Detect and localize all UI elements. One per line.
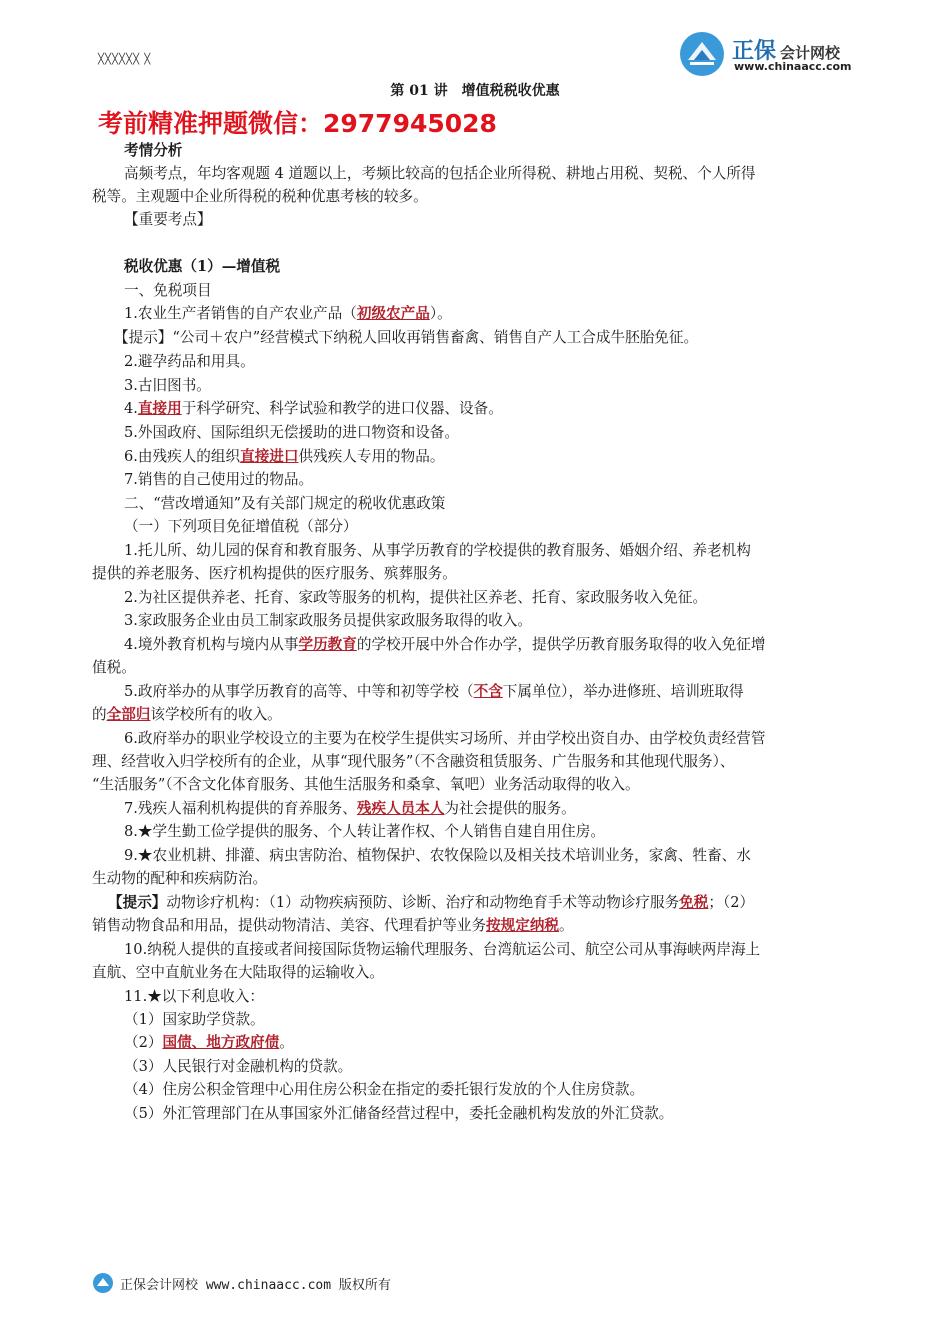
highlight-primary-products: 初级农产品: [356, 305, 430, 322]
footer-logo-icon: [92, 1272, 114, 1294]
highlight-disabled-persons: 残疾人员本人: [356, 800, 445, 817]
highlight-tax-exempt: 免税: [679, 894, 709, 911]
interest-1: （1）国家助学贷款。: [124, 1011, 265, 1028]
policy-4-line1: 4.境外教育机构与境内从事学历教育的学校开展中外合作办学，提供学历教育服务取得的收入免征增: [124, 636, 766, 653]
policy-3: 3.家政服务企业由员工制家政服务员提供家政服务取得的收入。: [124, 612, 532, 629]
interest-4: （4）住房公积金管理中心用住房公积金在指定的委托银行发放的个人住房贷款。: [124, 1081, 645, 1098]
brand-url: www.chinaacc.com: [734, 60, 852, 73]
highlight-excluding: 不含: [473, 683, 503, 700]
policy-6-line3: “生活服务”（不含文化体育服务、其他生活服务和桑拿、氧吧）业务活动取得的收入。: [92, 776, 640, 793]
highlight-direct-import: 直接进口: [240, 448, 299, 465]
tip-1: 【提示】“公司＋农户”经营模式下纳税人回收再销售畜禽、销售自产人工合成牛胚胎免征。: [114, 329, 699, 346]
policy-6-line1: 6.政府举办的职业学校设立的主要为在校学生提供实习场所、并由学校出资自办、由学校负责经营管: [124, 730, 766, 747]
highlight-academic-education: 学历教育: [298, 636, 357, 653]
policy-10-line1: 10.纳税人提供的直接或者间接国际货物运输代理服务、台湾航运公司、航空公司从事海峡两岸海上: [124, 941, 761, 958]
footer-text: 正保会计网校 www.chinaacc.com 版权所有: [120, 1278, 391, 1293]
policy-1-line1: 1.托儿所、幼儿园的保育和教育服务、从事学历教育的学校提供的教育服务、婚姻介绍、养老机构: [124, 542, 751, 559]
item-5: 5.外国政府、国际组织无偿援助的进口物资和设备。: [124, 424, 459, 441]
interest-5: （5）外汇管理部门在从事国家外汇储备经营过程中，委托金融机构发放的外汇贷款。: [124, 1105, 674, 1122]
header-top-left: ╳╳╳╳╳╳ ╳: [98, 54, 152, 65]
policy-9-line1: 9.★农业机耕、排灌、病虫害防治、植物保护、农牧保险以及相关技术培训业务，家禽、牲畜、水: [124, 847, 751, 864]
item-3: 3.古旧图书。: [124, 377, 211, 394]
sub-heading-2-1: （一）下列项目免征增值税（部分）: [124, 518, 358, 535]
policy-4-line2: 值税。: [92, 659, 136, 676]
item-7: 7.销售的自己使用过的物品。: [124, 471, 314, 488]
footer: [92, 1272, 492, 1296]
policy-9-line2: 生动物的配种和疾病防治。: [92, 870, 268, 887]
policy-7: 7.残疾人福利机构提供的育养服务、残疾人员本人为社会提供的服务。: [124, 800, 576, 817]
policy-5-line2: 的全部归该学校所有的收入。: [92, 706, 282, 723]
policy-6-line2: 理、经营收入归学校所有的企业，从事“现代服务”（不含融资租赁服务、广告服务和其他现代服务）、: [92, 753, 735, 770]
page-title: 第 01 讲 增值税税收优惠: [390, 83, 560, 99]
interest-2: （2）国债、地方政府债。: [124, 1034, 294, 1051]
policy-10-line2: 直航、空中直航业务在大陆取得的运输收入。: [92, 964, 384, 981]
brand-sub: 会计网校: [780, 44, 841, 62]
brand-name: 正保: [732, 39, 777, 64]
promo-banner: 考前精准押题微信：2977945028: [98, 109, 497, 138]
sub-heading-2: 二、“营改增通知”及有关部门规定的税收优惠政策: [124, 495, 446, 512]
item-4: 4.直接用于科学研究、科学试验和教学的进口仪器、设备。: [124, 400, 503, 417]
policy-1-line2: 提供的养老服务、医疗机构提供的医疗服务、殡葬服务。: [92, 565, 457, 582]
highlight-taxable: 按规定纳税: [486, 917, 560, 934]
policy-5-line1: 5.政府举办的从事学历教育的高等、中等和初等学校（不含下属单位），举办进修班、培训班取得: [124, 683, 744, 700]
policy-8: 8.★学生勤工俭学提供的服务、个人转让著作权、个人销售自建自用住房。: [124, 823, 605, 840]
section-heading: 税收优惠（1）—增值税: [124, 258, 281, 275]
item-2: 2.避孕药品和用具。: [124, 353, 255, 370]
sub-heading-1: 一、免税项目: [124, 282, 212, 299]
analysis-heading: 考情分析: [124, 142, 183, 159]
key-points-label: 【重要考点】: [124, 211, 212, 228]
highlight-bonds: 国债、地方政府债: [162, 1034, 280, 1051]
analysis-para-line2: 税等。主观题中企业所得税的税种优惠考核的较多。: [92, 188, 428, 205]
analysis-para-line1: 高频考点，年均客观题 4 道题以上，考频比较高的包括企业所得税、耕地占用税、契税、个人所得: [124, 165, 756, 182]
policy-11: 11.★以下利息收入：: [124, 988, 264, 1005]
item-6: 6.由残疾人的组织直接进口供残疾人专用的物品。: [124, 448, 445, 465]
item-1: 1.农业生产者销售的自产农业产品（初级农产品）。: [124, 305, 452, 322]
tip-2-line1: 【提示】动物诊疗机构：（1）动物疾病预防、诊断、治疗和动物绝育手术等动物诊疗服务免税；（2）: [108, 894, 755, 911]
tip-2-line2: 销售动物食品和用品，提供动物清洁、美容、代理看护等业务按规定纳税。: [92, 917, 574, 934]
highlight-direct-use: 直接用: [137, 400, 182, 417]
policy-2: 2.为社区提供养老、托育、家政等服务的机构，提供社区养老、托育、家政服务收入免征。: [124, 589, 708, 606]
highlight-all-belong: 全部归: [106, 706, 151, 723]
interest-3: （3）人民银行对金融机构的贷款。: [124, 1058, 353, 1075]
